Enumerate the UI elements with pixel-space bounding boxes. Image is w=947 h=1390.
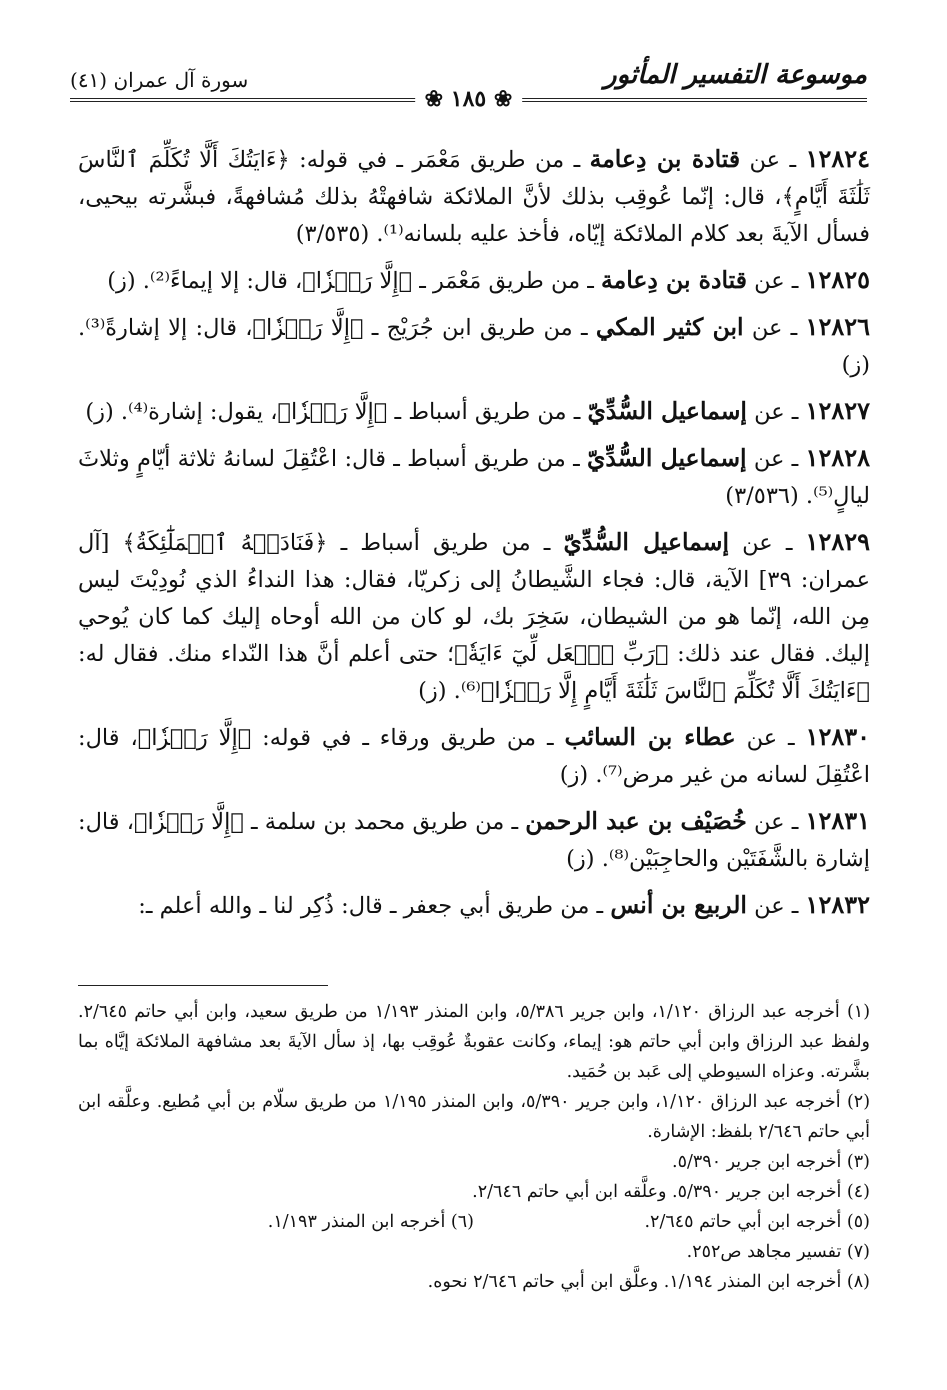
entry-number: ١٢٨٢٨	[805, 443, 870, 472]
entry	[78, 886, 870, 925]
entry-number: ١٢٨٣١	[805, 806, 870, 835]
entry-text: ـ من طريق محمد بن سلمة ـ ﴿إِلَّا رَمۡزٗا﴾، قال: إشارة بالشَّفَتَيْن والحاجِبَيْن⁽⁸⁾. (ز)	[78, 809, 870, 872]
narrator-name: قتادة بن دِعامة	[601, 266, 747, 294]
footnote-row	[78, 1207, 870, 1237]
entry-number: ١٢٨٢٩	[805, 527, 870, 556]
entry	[78, 523, 870, 710]
page-number-value: ١٨٥	[450, 86, 487, 112]
narrator-name: إسماعيل السُّدِّيّ	[586, 444, 747, 472]
narrator-name: ابن كثير المكي	[595, 313, 744, 341]
page-header	[70, 58, 867, 112]
entry-prefix: ـ عن	[728, 530, 806, 556]
narrator-name: خُصَيْف بن عبد الرحمن	[525, 807, 747, 835]
page-number	[415, 86, 523, 112]
narrator-name: قتادة بن دِعامة	[589, 145, 741, 173]
entry-number: ١٢٨٢٧	[805, 396, 870, 425]
entry	[78, 439, 870, 515]
entry-prefix: ـ عن	[746, 446, 806, 472]
footnote: (٤) أخرجه ابن جرير ٥/٣٩٠. وعلَّقه ابن أبي حاتم ٢/٦٤٦.	[472, 1182, 870, 1202]
page-number-ornament-left: ❀	[486, 86, 513, 112]
entry	[78, 261, 870, 300]
entry	[78, 392, 870, 431]
entry-text: ـ من طريق أسباط ـ ﴿فَنَادَتۡهُ ٱلۡمَلَٰٓئِكَةُ﴾ [آل عمران: ٣٩] الآية، قال: فجاء الشَّيطانُ إلى زكريّا، فقال: هذا النداءُ الذي نُودِيْتَ ليس مِن الله، إنّما هو من الشيطان، سَخِرَ بك، لو كان من الله أوحاه إليك كما كان يُوحي إليك. فقال عند ذلك: ﴿رَبِّ ٱجۡعَل لِّيٓ ءَايَةٗ﴾؛ حتى أعلم أنَّ هذا النّداء منك. فقال له: ﴿ءَايَتُكَ أَلَّا تُكَلِّمَ ٱلنَّاسَ ثَلَٰثَةَ أَيَّامٍ إِلَّا رَمۡزٗا﴾⁽⁶⁾. (ز)	[78, 530, 870, 704]
entry	[78, 718, 870, 794]
page-number-ornament-right: ❀	[424, 86, 451, 112]
entry-text: ـ من طريق أسباط ـ قال: اعْتُقِلَ لسانهُ ثلاثة أيّامٍ وثلاثَ ليالٍ⁽⁵⁾. (٣/٥٣٦)	[78, 446, 870, 509]
footnote: (٣) أخرجه ابن جرير ٥/٣٩٠.	[672, 1152, 870, 1172]
footnote: (٢) أخرجه عبد الرزاق ١/١٢٠، وابن جرير ٥/٣٩٠، وابن المنذر ١/١٩٥ من طريق سلّام بن أبي مُطيع. وعلَّقه ابن أبي حاتم ٢/٦٤٦ بلفظ: الإشارة.	[78, 1092, 871, 1142]
main-text	[78, 140, 870, 933]
footnote: (٧) تفسير مجاهد ص٢٥٢.	[686, 1242, 870, 1262]
narrator-name: الربيع بن أنس	[610, 891, 747, 919]
surah-title: سورة آل عمران (٤١)	[70, 68, 249, 92]
entry-number: ١٢٨٢٤	[805, 144, 871, 173]
entry-number: ١٢٨٢٥	[805, 265, 870, 294]
entry-prefix: ـ عن	[735, 725, 806, 751]
entry-prefix: ـ عن	[740, 147, 806, 173]
entry-text: ـ من طريق مَعْمَر ـ في قوله: ﴿ءَايَتُكَ أَلَّا تُكَلِّمَ ٱلنَّاسَ ثَلَٰثَةَ أَيَّامٍ﴾، قال: إنّما عُوقِب بذلك لأنَّ الملائكة شافهتْهُ بذلك مُشافهةً، فبشَّرته بيحيى، فسأل الآيةَ بعد كلام الملائكة إيّاه، فأخذ عليه بلسانه⁽¹⁾. (٣/٥٣٥)	[78, 147, 870, 247]
entry-text: ـ من طريق أسباط ـ ﴿إِلَّا رَمۡزٗا﴾، يقول: إشارة⁽⁴⁾. (ز)	[85, 399, 588, 425]
entry	[78, 140, 870, 253]
entry-number: ١٢٨٣٢	[805, 890, 870, 919]
entry-prefix: ـ عن	[743, 315, 806, 341]
entry-text: ـ من طريق ابن جُرَيْج ـ ﴿إِلَّا رَمۡزٗا﴾، قال: إلا إشارةً⁽³⁾. (ز)	[78, 315, 870, 378]
footnote: (٦) أخرجه ابن المنذر ١/١٩٣.	[267, 1212, 474, 1232]
entry-number: ١٢٨٢٦	[805, 312, 870, 341]
footnote: (٥) أخرجه ابن أبي حاتم ٢/٦٤٥.	[644, 1212, 870, 1232]
entry	[78, 308, 870, 384]
narrator-name: إسماعيل السُّدِّيّ	[563, 528, 729, 556]
entry-text: ـ من طريق ورقاء ـ في قوله: ﴿إِلَّا رَمۡزٗا﴾، قال: اعْتُقِلَ لسانه من غير مرض⁽⁷⁾. (ز)	[78, 725, 870, 788]
entry	[78, 802, 870, 878]
narrator-name: عطاء بن السائب	[564, 723, 736, 751]
entry-text: ـ من طريق مَعْمَر ـ ﴿إِلَّا رَمۡزٗا﴾، قال: إلا إيماءً⁽²⁾. (ز)	[107, 268, 602, 294]
entry-prefix: ـ عن	[746, 893, 806, 919]
entry-prefix: ـ عن	[746, 268, 806, 294]
footnote-separator	[78, 985, 328, 986]
footnote: (١) أخرجه عبد الرزاق ١/١٢٠، وابن جرير ٥/٣٨٦، وابن المنذر ١/١٩٣ من طريق سعيد، وابن أبي حاتم ٢/٦٤٥. ولفظ عبد الرزاق وابن أبي حاتم هو: إيماء، وكانت عقوبةٌ عُوقِب بها، إذ سأل الآيةَ بعد مشافهة الملائكة إيَّاه بما بشَّرته. وعزاه السيوطي إلى عَبد بن حُمَيد.	[78, 1002, 871, 1082]
footnotes	[78, 997, 870, 1297]
entry-prefix: ـ عن	[746, 809, 806, 835]
book-title: موسوعة التفسير المأثور	[604, 60, 867, 90]
entry-number: ١٢٨٣٠	[805, 722, 871, 751]
entry-prefix: ـ عن	[746, 399, 806, 425]
entry-text: ـ من طريق أبي جعفر ـ قال: ذُكِر لنا ـ والله أعلم ـ:	[138, 893, 611, 919]
footnote: (٨) أخرجه ابن المنذر ١/١٩٤. وعلَّق ابن أبي حاتم ٢/٦٤٦ نحوه.	[427, 1272, 870, 1292]
narrator-name: إسماعيل السُّدِّيّ	[587, 397, 747, 425]
